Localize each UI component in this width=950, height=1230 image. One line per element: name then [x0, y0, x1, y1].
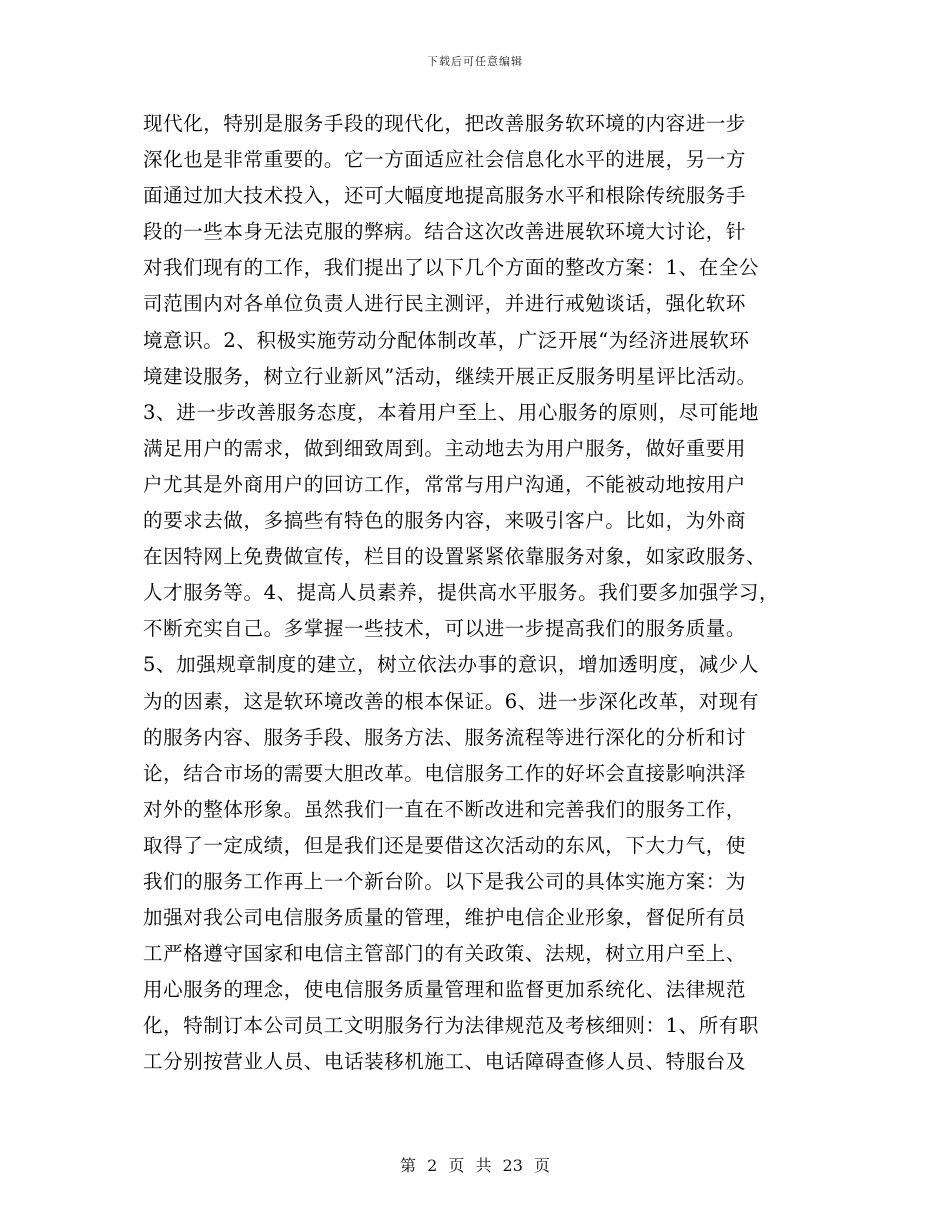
text-line: 面通过加大技术投入，还可大幅度地提高服务水平和根除传统服务手 — [143, 184, 747, 208]
text-line: 司范围内对各单位负责人进行民主测评，并进行戒勉谈话，强化软环 — [143, 292, 747, 316]
text-line: 的服务内容、服务手段、服务方法、服务流程等进行深化的分析和讨 — [143, 725, 747, 749]
text-line: 为的因素，这是软环境改善的根本保证。6、进一步深化改革，对现有 — [143, 689, 760, 713]
text-line: 深化也是非常重要的。它一方面适应社会信息化水平的进展，另一方 — [143, 148, 747, 172]
text-line: 户尤其是外商用户的回访工作，常常与用户沟通，不能被动地按用户 — [143, 472, 747, 496]
text-line: 段的一些本身无法克服的弊病。结合这次改善进展软环境大讨论，针 — [143, 220, 747, 244]
text-line: 在因特网上免费做宣传，栏目的设置紧紧依靠服务对象，如家政服务、 — [143, 545, 767, 569]
text-line: 对我们现有的工作，我们提出了以下几个方面的整改方案：1、在全公 — [143, 256, 760, 280]
text-line: 工分别按营业人员、电话装移机施工、电话障碍查修人员、特服台及 — [143, 1050, 747, 1074]
page-number: 第 2 页 共 23 页 — [400, 1156, 550, 1175]
text-line: 3、进一步改善服务态度，本着用户至上、用心服务的原则，尽可能地 — [143, 400, 760, 424]
text-line: 境建设服务，树立行业新风”活动，继续开展正反服务明星评比活动。 — [143, 364, 757, 388]
text-line: 境意识。2、积极实施劳动分配体制改革，广泛开展“为经济进展软环 — [143, 328, 750, 352]
text-line: 人才服务等。4、提高人员素养，提供高水平服务。我们要多加强学习， — [143, 581, 780, 605]
text-line: 的要求去做，多搞些有特色的服务内容，来吸引客户。比如，为外商 — [143, 509, 747, 533]
text-line: 现代化，特别是服务手段的现代化，把改善服务软环境的内容进一步 — [143, 112, 747, 135]
text-line: 不断充实自己。多掌握一些技术，可以进一步提高我们的服务质量。 — [143, 617, 747, 641]
text-line: 加强对我公司电信服务质量的管理，维护电信企业形象，督促所有员 — [143, 906, 747, 930]
page-header: 下载后可任意编辑 — [427, 55, 523, 68]
text-line: 5、加强规章制度的建立，树立依法办事的意识，增加透明度，减少人 — [143, 653, 760, 677]
text-line: 对外的整体形象。虽然我们一直在不断改进和完善我们的服务工作， — [143, 797, 747, 821]
text-line: 工严格遵守国家和电信主管部门的有关政策、法规，树立用户至上、 — [143, 942, 747, 966]
text-line: 化，特制订本公司员工文明服务行为法律规范及考核细则：1、所有职 — [143, 1014, 760, 1038]
text-line: 我们的服务工作再上一个新台阶。以下是我公司的具体实施方案：为 — [143, 869, 747, 893]
text-line: 论，结合市场的需要大胆改革。电信服务工作的好坏会直接影响洪泽 — [143, 761, 747, 785]
text-line: 取得了一定成绩，但是我们还是要借这次活动的东风，下大力气，使 — [143, 833, 747, 857]
document-body — [143, 106, 813, 1081]
text-line: 用心服务的理念，使电信服务质量管理和监督更加系统化、法律规范 — [143, 978, 747, 1002]
text-line: 满足用户的需求，做到细致周到。主动地去为用户服务，做好重要用 — [143, 436, 747, 460]
